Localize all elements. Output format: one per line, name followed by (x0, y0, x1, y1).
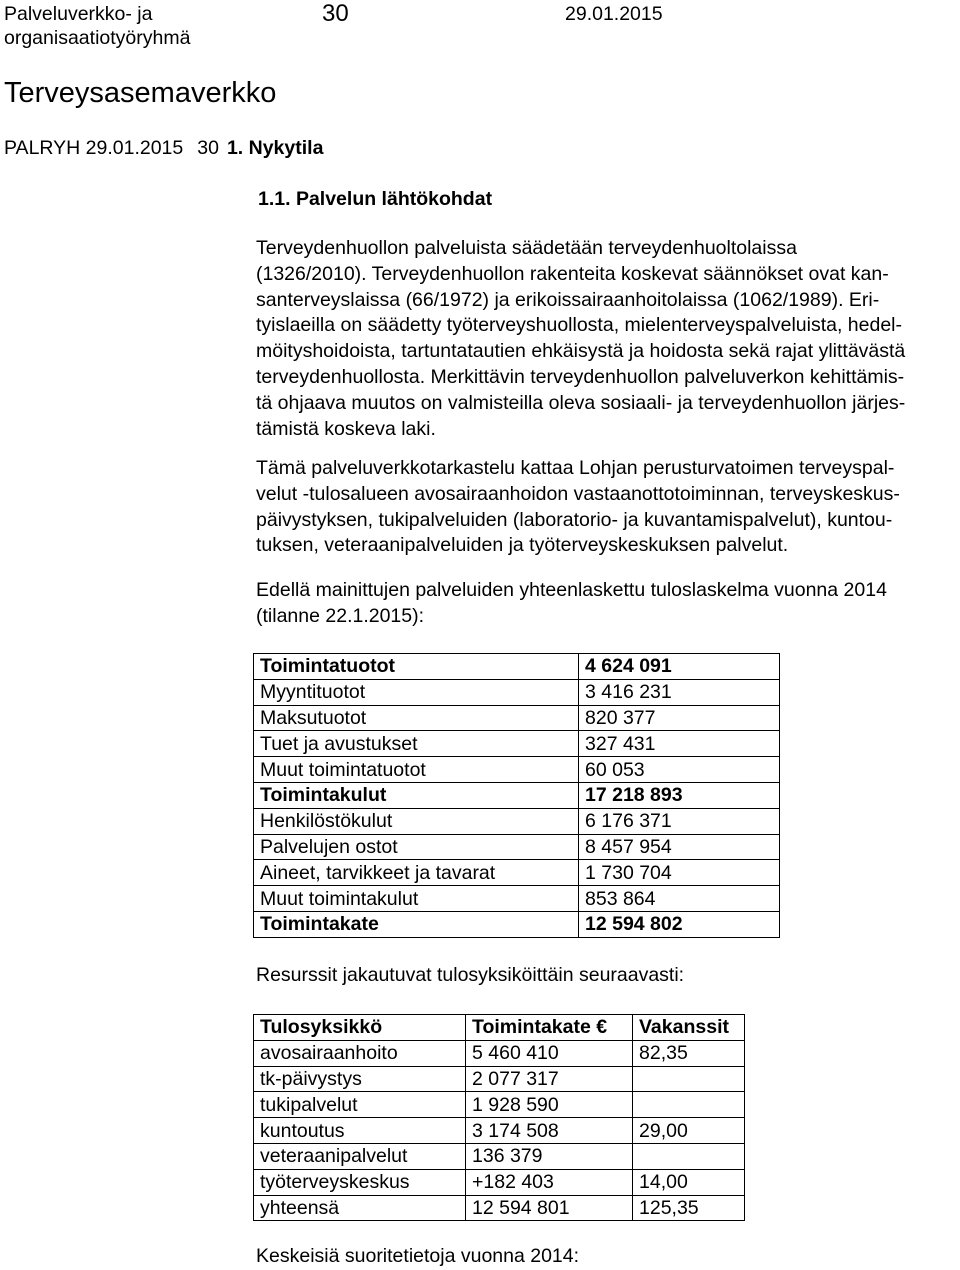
text-line: (1326/2010). Terveydenhuollon rakenteita koskevat säännökset ovat kan- (256, 262, 889, 285)
operating-margin-cell: 2 077 317 (466, 1066, 633, 1092)
text-line: tyislaeilla on säädetty työterveyshuollosta, mielenterveyspalveluista, hedel- (256, 314, 903, 337)
table-header-row (254, 1015, 745, 1041)
row-label: Toimintakulut (254, 782, 579, 808)
table-row (254, 834, 780, 860)
text-line: santerveyslaissa (66/1972) ja erikoissairaanhoitolaissa (1062/1989). Eri- (256, 288, 880, 311)
row-value: 17 218 893 (579, 782, 780, 808)
unit-cell: tukipalvelut (254, 1092, 466, 1118)
row-value: 6 176 371 (579, 808, 780, 834)
text-line: terveydenhuollosta. Merkittävin terveydenhuollon palveluverkon kehittämis- (256, 365, 905, 388)
row-label: Myyntituotot (254, 679, 579, 705)
unit-cell: tk-päivystys (254, 1066, 466, 1092)
table-row (254, 886, 780, 912)
paragraph-resources-intro (256, 963, 960, 989)
unit-cell: työterveyskeskus (254, 1169, 466, 1195)
document-title: Terveysasemaverkko (4, 77, 277, 109)
resource-allocation-table (253, 1014, 745, 1221)
section-heading: 1. Nykytila (226, 137, 324, 159)
table-row (254, 1040, 745, 1066)
unit-cell: avosairaanhoito (254, 1040, 466, 1066)
operating-margin-cell: 12 594 801 (466, 1195, 633, 1221)
row-value: 820 377 (579, 705, 780, 731)
text-line: tä ohjaava muutos on valmisteilla oleva sosiaali- ja terveydenhuollon järjes- (256, 391, 906, 414)
unit-cell: veteraanipalvelut (254, 1143, 466, 1169)
table-row (254, 1066, 745, 1092)
positions-cell: 29,00 (633, 1118, 745, 1144)
row-value: 853 864 (579, 886, 780, 912)
table-row (254, 808, 780, 834)
table-row (254, 782, 780, 808)
row-value: 60 053 (579, 757, 780, 783)
table-row (254, 679, 780, 705)
operating-margin-cell: 136 379 (466, 1143, 633, 1169)
text-line: (tilanne 22.1.2015): (256, 604, 425, 627)
text-line: möityshoidoista, tartuntatautien ehkäisystä ja hoidosta sekä rajat ylittävästä (256, 340, 906, 363)
operating-margin-cell: 1 928 590 (466, 1092, 633, 1118)
row-label: Muut toimintakulut (254, 886, 579, 912)
positions-cell: 14,00 (633, 1169, 745, 1195)
subheader (4, 136, 323, 160)
row-label: Tuet ja avustukset (254, 731, 579, 757)
table-row (254, 654, 780, 680)
paragraph-key-figures-intro (256, 1244, 960, 1270)
operating-margin-cell: 3 174 508 (466, 1118, 633, 1144)
subheader-page: 30 (197, 137, 219, 159)
text-line: tuksen, veteraanipalveluiden ja työterveyskeskuksen palvelut. (256, 534, 789, 557)
paragraph-income-intro (256, 578, 960, 630)
header-organization (4, 2, 254, 50)
positions-cell: 125,35 (633, 1195, 745, 1221)
unit-cell: yhteensä (254, 1195, 466, 1221)
table-row (254, 860, 780, 886)
text-line: Keskeisiä suoritetietoja vuonna 2014: (256, 1245, 580, 1267)
table-row (254, 911, 780, 937)
subheader-ref: PALRYH 29.01.2015 (4, 137, 184, 159)
row-label: Henkilöstökulut (254, 808, 579, 834)
column-header-positions: Vakanssit (633, 1015, 745, 1041)
row-value: 8 457 954 (579, 834, 780, 860)
table-row (254, 1143, 745, 1169)
header-org-line2: organisaatiotyöryhmä (4, 27, 191, 49)
text-line: Terveydenhuollon palveluista säädetään terveydenhuoltolaissa (256, 237, 797, 259)
row-label: Palvelujen ostot (254, 834, 579, 860)
positions-cell (633, 1066, 745, 1092)
row-label: Aineet, tarvikkeet ja tavarat (254, 860, 579, 886)
header-date: 29.01.2015 (565, 3, 663, 25)
positions-cell (633, 1143, 745, 1169)
column-header-operating-margin: Toimintakate € (466, 1015, 633, 1041)
paragraph-legislation (256, 236, 960, 442)
row-label: Muut toimintatuotot (254, 757, 579, 783)
text-line: velut -tulosalueen avosairaanhoidon vastaanottotoiminnan, terveyskeskus- (256, 482, 900, 505)
table-row (254, 731, 780, 757)
header-org-line1: Palveluverkko- ja (4, 3, 153, 25)
header-page-number: 30 (322, 0, 349, 27)
row-value: 4 624 091 (579, 654, 780, 680)
text-line: Resurssit jakautuvat tulosyksiköittäin seuraavasti: (256, 964, 685, 986)
table-row (254, 1118, 745, 1144)
table-row (254, 1092, 745, 1118)
row-value: 327 431 (579, 731, 780, 757)
text-line: tämistä koskeva laki. (256, 417, 436, 440)
income-statement-table (253, 653, 780, 938)
positions-cell: 82,35 (633, 1040, 745, 1066)
row-label: Toimintatuotot (254, 654, 579, 680)
row-value: 1 730 704 (579, 860, 780, 886)
subsection-heading: 1.1. Palvelun lähtökohdat (258, 188, 493, 210)
row-value: 12 594 802 (579, 911, 780, 937)
unit-cell: kuntoutus (254, 1118, 466, 1144)
row-label: Maksutuotot (254, 705, 579, 731)
text-line: Edellä mainittujen palveluiden yhteenlaskettu tuloslaskelma vuonna 2014 (256, 579, 887, 601)
text-line: Tämä palveluverkkotarkastelu kattaa Lohjan perusturvatoimen terveyspal- (256, 457, 895, 479)
row-value: 3 416 231 (579, 679, 780, 705)
positions-cell (633, 1092, 745, 1118)
operating-margin-cell: 5 460 410 (466, 1040, 633, 1066)
table-row (254, 705, 780, 731)
operating-margin-cell: +182 403 (466, 1169, 633, 1195)
table-row (254, 757, 780, 783)
row-label: Toimintakate (254, 911, 579, 937)
table-row (254, 1195, 745, 1221)
table-row (254, 1169, 745, 1195)
paragraph-scope (256, 456, 960, 559)
text-line: päivystyksen, tukipalveluiden (laboratorio- ja kuvantamispalvelut), kuntou- (256, 508, 893, 531)
column-header-unit: Tulosyksikkö (254, 1015, 466, 1041)
